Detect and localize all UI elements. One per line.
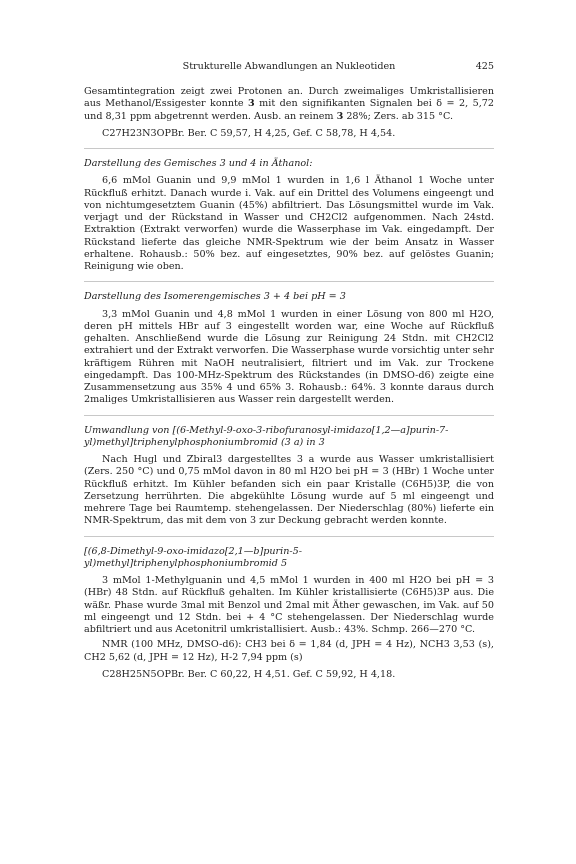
nmr-data: NMR (100 MHz, DMSO-d6): CH3 bei δ = 1,84 (d, JPH = 4 Hz), NCH3 3,53 (s), CH2 5,62 (d, JPH = 12 Hz), H-2 7,94 ppm (s) <box>84 639 494 663</box>
intro-text-c: 28%; Zers. ab 315 °C. <box>343 110 453 122</box>
paragraph-intro <box>84 86 494 123</box>
intro-text-a: Gesamtintegration zeigt zwei Protonen an. Durch zweimaliges Umkristallisieren aus Methanol/Essigester konnte <box>84 86 494 110</box>
section-heading: Darstellung des Isomerengemisches 3 + 4 bei pH = 3 <box>84 291 346 303</box>
page-body <box>84 86 494 685</box>
section-paragraph: 3,3 mMol Guanin und 4,8 mMol 1 wurden in einer Lösung von 800 ml H2O, deren pH mittels HBr auf 3 eingestellt worden war, eine Woche auf Rückfluß gehalten. Anschließend wurde die Lösung zur Reinigung 24 Stdn. mit CH2Cl2 extrahiert und der Extrakt verworfen. Die Wasserphase wurde vorsichtig unter sehr kräftigem Rühren mit NaOH neutralisiert, filtriert und im Vak. zur Trockene eingedampft. Das 100-MHz-Spektrum des Rückstandes (in DMSO-d6) zeigte eine Zusammensetzung aus 35% 4 und 65% 3. Rohausb.: 64%. 3 konnte daraus durch 2maliges Umkristallisieren aus Wasser rein dargestellt werden. <box>84 308 494 406</box>
section-divider <box>84 536 494 537</box>
section-divider <box>84 148 494 149</box>
page-number: 425 <box>475 61 494 72</box>
section-heading: [(6,8-Dimethyl-9-oxo-imidazo[2,1—b]purin-5-yl)methyl]triphenylphosphoniumbromid 5 <box>84 545 302 569</box>
compound-ref: 3 <box>336 110 344 122</box>
section-divider <box>84 281 494 282</box>
section-divider <box>84 415 494 416</box>
running-header <box>84 60 494 74</box>
section-paragraph: 3 mMol 1-Methylguanin und 4,5 mMol 1 wurden in 400 ml H2O bei pH = 3 (HBr) 48 Stdn. auf Rückfluß gehalten. Im Kühler kristallisierte (C6H5)3P aus. Die wäßr. Phase wurde 3mal mit Benzol und 2mal mit Äther gewaschen, im Vak. auf 50 ml eingeengt und 12 Stdn. bei + 4 °C stehengelassen. Der Niederschlag wurde abfiltriert und aus Acetonitril umkristallisiert. Ausb.: 43%. Schmp. 266—270 °C. <box>84 575 494 635</box>
elemental-analysis-1: C27H23N3OPBr. Ber. C 59,57, H 4,25, Gef. C 58,78, H 4,54. <box>102 127 396 139</box>
section-paragraph: 6,6 mMol Guanin und 9,9 mMol 1 wurden in 1,6 l Äthanol 1 Woche unter Rückfluß erhitzt. Danach wurde i. Vak. auf ein Drittel des Volumens eingeengt und von nichtumgesetztem Guanin (45%) abfiltriert. Das Lösungsmittel wurde im Vak. verjagt und der Rückstand in Wasser und CH2Cl2 aufgenommen. Nach 24std. Extraktion (Extrakt verworfen) wurde die Wasserphase im Vak. eingedampft. Der Rückstand lieferte das gleiche NMR-Spektrum wie der beim Ansatz in Wasser erhaltene. Rohausb.: 50% bez. auf eingesetztes, 90% bez. auf gelöstes Guanin; Reinigung wie oben. <box>84 175 494 272</box>
section-paragraph: Nach Hugl und Zbiral3 dargestelltes 3 a wurde aus Wasser umkristallisiert (Zers. 250 °C) und 0,75 mMol davon in 80 ml H2O bei pH = 3 (HBr) 1 Woche unter Rückfluß erhitzt. Im Kühler befanden sich ein paar Kristalle (C6H5)3P, die von Zersetzung herrührten. Die abgekühlte Lösung wurde auf 5 ml eingeengt und mehrere Tage bei Raumtemp. stehengelassen. Der Niederschlag (80%) lieferte ein NMR-Spektrum, das mit dem von 3 zur Deckung gebracht werden konnte. <box>84 454 494 527</box>
elemental-analysis-2: C28H25N5OPBr. Ber. C 60,22, H 4,51. Gef. C 59,92, H 4,18. <box>102 668 396 680</box>
compound-ref: 3 <box>248 98 255 110</box>
intro-text-b: mit den signifikanten Signalen bei δ = 2, 5,72 und 8,31 ppm abgetrennt werden. Ausb. an reinem <box>84 98 494 122</box>
section-heading: Umwandlung von [(6-Methyl-9-oxo-3-ribofuranosyl-imidazo[1,2—a]purin-7-yl)methyl]triphenylphosphoniumbromid (3 a) in 3 <box>84 424 449 448</box>
section-heading: Darstellung des Gemisches 3 und 4 in Äthanol: <box>84 158 313 169</box>
running-title: Strukturelle Abwandlungen an Nukleotiden <box>182 61 396 72</box>
